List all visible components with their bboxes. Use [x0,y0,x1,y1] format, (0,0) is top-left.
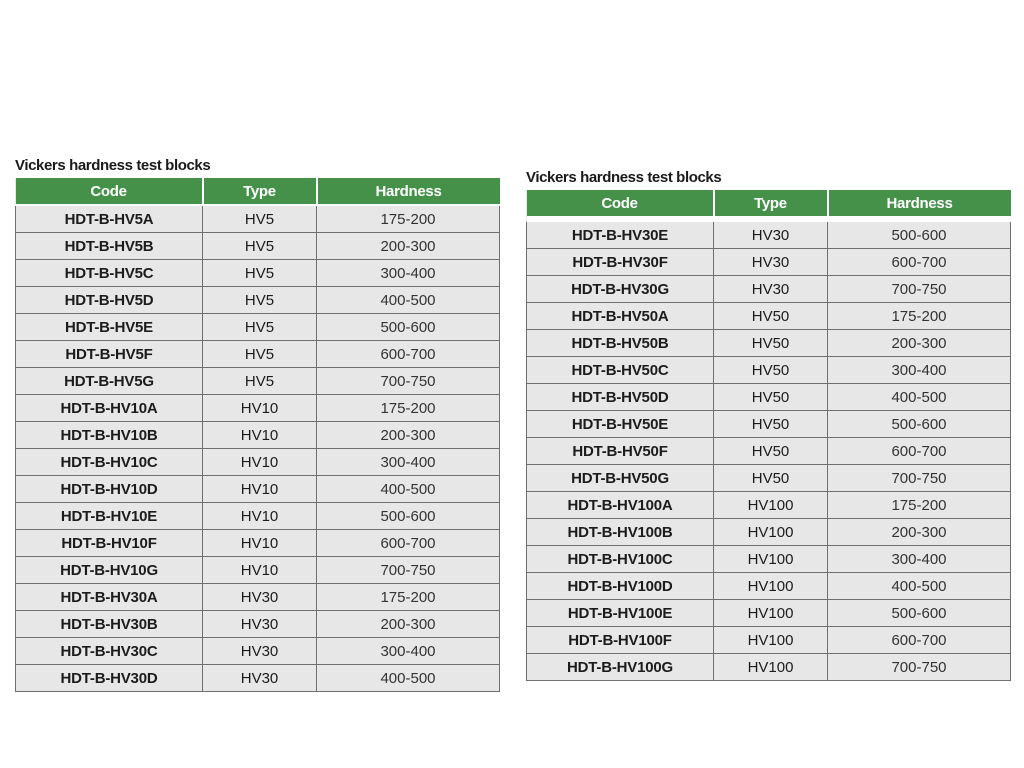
type-cell: HV30 [203,638,317,665]
code-cell: HDT-B-HV50C [527,357,714,384]
table-row [527,546,1011,573]
hardness-cell: 300-400 [828,357,1011,384]
hardness-cell: 600-700 [828,627,1011,654]
table-row [527,519,1011,546]
hardness-cell: 400-500 [317,287,500,314]
code-cell: HDT-B-HV10D [16,476,203,503]
type-cell: HV5 [203,314,317,341]
table-row [16,503,500,530]
code-cell: HDT-B-HV10C [16,449,203,476]
column-header-type: Type [714,190,828,217]
hardness-cell: 400-500 [317,665,500,692]
type-cell: HV100 [714,654,828,681]
table-row [527,384,1011,411]
code-cell: HDT-B-HV50F [527,438,714,465]
type-cell: HV50 [714,438,828,465]
table-row [16,476,500,503]
code-cell: HDT-B-HV100A [527,492,714,519]
hardness-cell: 500-600 [828,411,1011,438]
right-table-title: Vickers hardness test blocks [526,169,722,186]
hardness-cell: 700-750 [828,654,1011,681]
type-cell: HV10 [203,449,317,476]
type-cell: HV5 [203,260,317,287]
hardness-cell: 200-300 [828,519,1011,546]
code-cell: HDT-B-HV10G [16,557,203,584]
hardness-cell: 500-600 [828,600,1011,627]
table-row [527,600,1011,627]
table-row [16,584,500,611]
hardness-cell: 175-200 [828,303,1011,330]
table-row [527,465,1011,492]
table-row [16,341,500,368]
code-cell: HDT-B-HV10F [16,530,203,557]
code-cell: HDT-B-HV30E [527,222,714,249]
type-cell: HV5 [203,233,317,260]
hardness-cell: 400-500 [828,384,1011,411]
table-row [527,573,1011,600]
type-cell: HV30 [203,584,317,611]
table-row [527,303,1011,330]
code-cell: HDT-B-HV5E [16,314,203,341]
column-header-code: Code [16,178,203,205]
type-cell: HV30 [203,611,317,638]
table-row [16,233,500,260]
type-cell: HV10 [203,530,317,557]
type-cell: HV10 [203,422,317,449]
type-cell: HV100 [714,573,828,600]
code-cell: HDT-B-HV30A [16,584,203,611]
code-cell: HDT-B-HV5B [16,233,203,260]
table-row [16,368,500,395]
type-cell: HV30 [203,665,317,692]
hardness-cell: 500-600 [828,222,1011,249]
type-cell: HV50 [714,303,828,330]
table-row [527,276,1011,303]
type-cell: HV100 [714,546,828,573]
table-row [527,627,1011,654]
type-cell: HV10 [203,503,317,530]
type-cell: HV50 [714,357,828,384]
table-row [16,260,500,287]
table-row [527,411,1011,438]
table-row [16,395,500,422]
table-row [16,557,500,584]
type-cell: HV10 [203,395,317,422]
hardness-cell: 300-400 [317,260,500,287]
column-header-type: Type [203,178,317,205]
type-cell: HV30 [714,222,828,249]
code-cell: HDT-B-HV5G [16,368,203,395]
table-row [16,422,500,449]
column-header-hardness: Hardness [828,190,1011,217]
left-table-block [15,156,499,692]
hardness-cell: 200-300 [317,233,500,260]
table-row [527,438,1011,465]
column-header-code: Code [527,190,714,217]
code-cell: HDT-B-HV30D [16,665,203,692]
hardness-cell: 175-200 [317,205,500,233]
hardness-cell: 175-200 [317,395,500,422]
type-cell: HV100 [714,600,828,627]
left-table-title: Vickers hardness test blocks [15,157,211,174]
table-row [16,314,500,341]
type-cell: HV50 [714,330,828,357]
code-cell: HDT-B-HV100C [527,546,714,573]
code-cell: HDT-B-HV5C [16,260,203,287]
table-row [16,665,500,692]
type-cell: HV5 [203,287,317,314]
left-hardness-table [15,178,500,692]
hardness-cell: 200-300 [317,611,500,638]
code-cell: HDT-B-HV50A [527,303,714,330]
table-row [527,330,1011,357]
table-row [16,449,500,476]
table-row [527,492,1011,519]
hardness-cell: 700-750 [828,465,1011,492]
column-header-hardness: Hardness [317,178,500,205]
type-cell: HV30 [714,276,828,303]
code-cell: HDT-B-HV30F [527,249,714,276]
code-cell: HDT-B-HV5D [16,287,203,314]
table-row [16,530,500,557]
hardness-cell: 500-600 [317,314,500,341]
code-cell: HDT-B-HV30B [16,611,203,638]
hardness-cell: 175-200 [828,492,1011,519]
hardness-cell: 200-300 [828,330,1011,357]
table-row [16,638,500,665]
type-cell: HV50 [714,411,828,438]
code-cell: HDT-B-HV50D [527,384,714,411]
hardness-cell: 300-400 [317,638,500,665]
type-cell: HV30 [714,249,828,276]
code-cell: HDT-B-HV100B [527,519,714,546]
hardness-cell: 600-700 [828,438,1011,465]
table-row [527,222,1011,249]
hardness-cell: 300-400 [828,546,1011,573]
type-cell: HV100 [714,492,828,519]
hardness-cell: 175-200 [317,584,500,611]
hardness-cell: 500-600 [317,503,500,530]
hardness-cell: 700-750 [317,557,500,584]
hardness-cell: 700-750 [828,276,1011,303]
code-cell: HDT-B-HV50B [527,330,714,357]
table-row [527,357,1011,384]
type-cell: HV5 [203,205,317,233]
type-cell: HV10 [203,557,317,584]
code-cell: HDT-B-HV50G [527,465,714,492]
table-row [16,611,500,638]
code-cell: HDT-B-HV10A [16,395,203,422]
hardness-cell: 700-750 [317,368,500,395]
hardness-cell: 200-300 [317,422,500,449]
hardness-cell: 300-400 [317,449,500,476]
type-cell: HV5 [203,341,317,368]
type-cell: HV100 [714,519,828,546]
hardness-cell: 400-500 [317,476,500,503]
hardness-cell: 400-500 [828,573,1011,600]
code-cell: HDT-B-HV5F [16,341,203,368]
code-cell: HDT-B-HV5A [16,205,203,233]
code-cell: HDT-B-HV100F [527,627,714,654]
type-cell: HV5 [203,368,317,395]
type-cell: HV50 [714,384,828,411]
code-cell: HDT-B-HV30C [16,638,203,665]
hardness-cell: 600-700 [317,341,500,368]
hardness-cell: 600-700 [828,249,1011,276]
left-table-body [16,205,500,692]
code-cell: HDT-B-HV100D [527,573,714,600]
type-cell: HV10 [203,476,317,503]
code-cell: HDT-B-HV10E [16,503,203,530]
code-cell: HDT-B-HV50E [527,411,714,438]
code-cell: HDT-B-HV100G [527,654,714,681]
code-cell: HDT-B-HV100E [527,600,714,627]
table-row [16,287,500,314]
type-cell: HV100 [714,627,828,654]
table-row [16,205,500,233]
table-row [527,654,1011,681]
code-cell: HDT-B-HV10B [16,422,203,449]
right-table-block [526,168,1010,681]
table-row [527,249,1011,276]
hardness-cell: 600-700 [317,530,500,557]
code-cell: HDT-B-HV30G [527,276,714,303]
table-header-row [16,178,500,205]
right-hardness-table [526,190,1011,681]
table-header-row [527,190,1011,217]
right-table-body [527,222,1011,681]
type-cell: HV50 [714,465,828,492]
